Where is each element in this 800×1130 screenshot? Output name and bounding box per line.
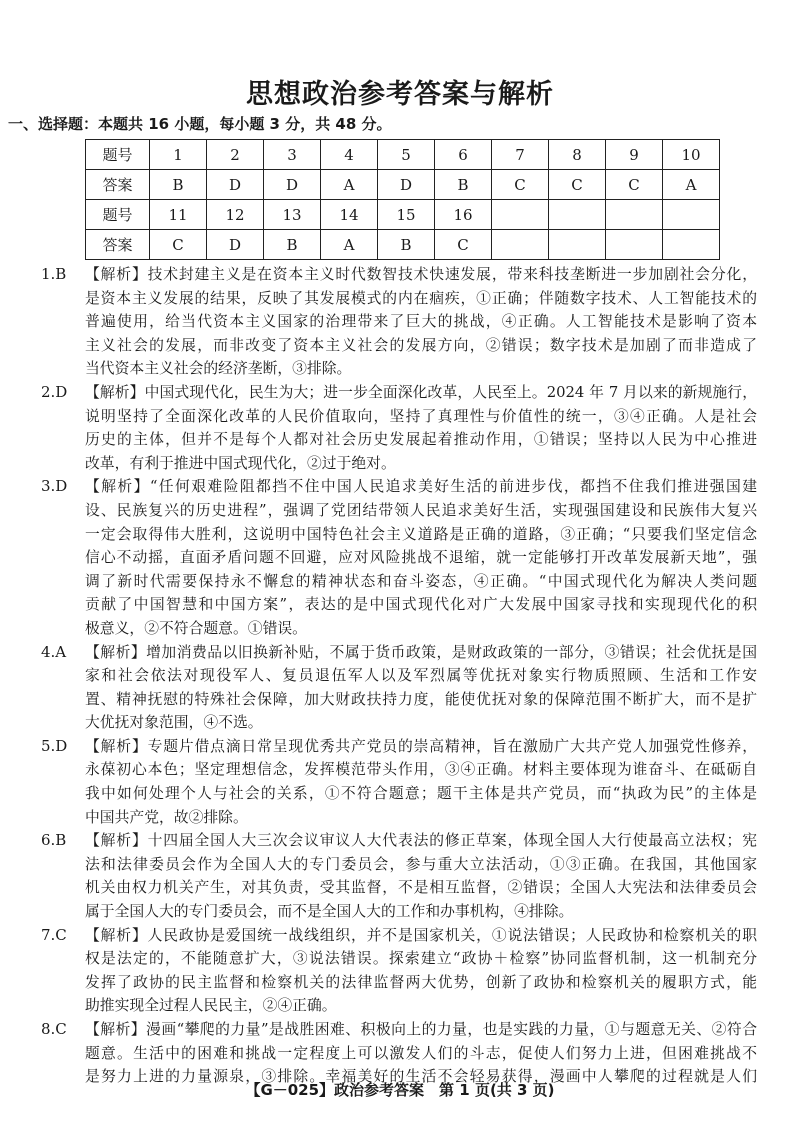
explanation-line: 置、精神抚慰的特殊社会保障，加大财政扶持力度，能使优抚对象的保障范围不断扩大，而不是扩 bbox=[85, 690, 757, 708]
explanation-line: 【解析】技术封建主义是在资本主义时代数智技术快速发展，带来科技垄断进一步加剧社会分化， bbox=[85, 266, 757, 283]
question-answer-label: 7.C bbox=[41, 925, 67, 944]
explanation-line: 一定会取得伟大胜利，这说明中国特色社会主义道路是正确的道路，③正确；“只要我们坚定信念 bbox=[85, 525, 757, 543]
question-answer-label: 8.C bbox=[41, 1020, 67, 1038]
table-cell bbox=[549, 230, 606, 260]
explanation-line: 法和法律委员会作为全国人大的专门委员会，参与重大立法活动，①③正确。在我国，其他国家 bbox=[85, 855, 757, 873]
explanation-line: 【解析】“任何艰难险阻都挡不住中国人民追求美好生活的前进步伐，都挡不住我们推进强国建 bbox=[85, 478, 757, 496]
table-cell bbox=[606, 200, 663, 230]
row-header-cell: 题号 bbox=[86, 200, 150, 230]
table-cell: 9 bbox=[606, 140, 663, 170]
section-header: 一、选择题：本题共 16 小题，每小题 3 分，共 48 分。 bbox=[8, 115, 392, 133]
explanation-item bbox=[0, 924, 757, 1018]
explanation-line: 历史的主体，但并不是每个人都对社会历史发展起着推动作用，①错误；坚持以人民为中心推进 bbox=[85, 431, 757, 449]
table-cell: 13 bbox=[264, 200, 321, 230]
table-cell: 1 bbox=[150, 140, 207, 170]
explanation-line: 【解析】漫画“攀爬的力量”是战胜困难、积极向上的力量，也是实践的力量，①与题意无关、②符合 bbox=[85, 1021, 757, 1038]
explanation-line: 【解析】专题片借点滴日常呈现优秀共产党员的崇高精神，旨在激励广大共产党人加强党性修养， bbox=[85, 737, 757, 755]
explanation-line: 当代资本主义社会的经济垄断，③排除。 bbox=[85, 360, 352, 378]
table-cell: 8 bbox=[549, 140, 606, 170]
explanation-line: 权是法定的，不能随意扩大，③说法错误。探索建立“政协＋检察”协同监督机制，这一机制充分 bbox=[85, 950, 757, 968]
question-answer-label: 4.A bbox=[41, 642, 67, 661]
question-number-row bbox=[86, 200, 720, 230]
table-cell: A bbox=[663, 170, 720, 200]
table-cell: B bbox=[378, 230, 435, 260]
explanation-line: 极意义，②不符合题意。①错误。 bbox=[85, 619, 307, 637]
explanation-line: 助推实现全过程人民民主，②④正确。 bbox=[85, 997, 337, 1015]
table-cell: B bbox=[435, 170, 492, 200]
table-cell: 4 bbox=[321, 140, 378, 170]
table-cell: A bbox=[321, 230, 378, 260]
explanation-line: 我中如何处理个人与社会的关系，①不符合题意；题干主体是共产党员，而“执政为民”的主体是 bbox=[85, 785, 757, 803]
table-cell bbox=[606, 230, 663, 260]
table-cell: D bbox=[378, 170, 435, 200]
table-cell: 10 bbox=[663, 140, 720, 170]
explanation-line: 【解析】中国式现代化，民生为大；进一步全面深化改革，人民至上。2024 年 7 月以来的新规施行， bbox=[85, 383, 757, 401]
table-cell: 14 bbox=[321, 200, 378, 230]
answer-row bbox=[86, 170, 720, 200]
table-cell: 12 bbox=[207, 200, 264, 230]
table-cell: 15 bbox=[378, 200, 435, 230]
table-cell: C bbox=[606, 170, 663, 200]
explanation-line: 调了新时代需要保持永不懈怠的精神状态和奋斗姿态，④正确。“中国式现代化为解决人类问题 bbox=[85, 572, 757, 590]
answer-row bbox=[86, 230, 720, 260]
table-cell: C bbox=[549, 170, 606, 200]
explanation-line: 中国共产党，故②排除。 bbox=[85, 808, 248, 826]
page-footer: 【G－025】政治参考答案 第 1 页(共 3 页) bbox=[245, 1081, 555, 1099]
explanation-line: 普遍使用，给当代资本主义国家的治理带来了巨大的挑战，④正确。人工智能技术是影响了资本 bbox=[85, 313, 757, 331]
question-answer-label: 1.B bbox=[41, 265, 67, 283]
explanation-line: 题意。生活中的困难和挑战一定程度上可以激发人们的斗志，促使人们努力上进，但困难挑战不 bbox=[85, 1044, 757, 1062]
explanation-line: 属于全国人大的专门委员会，而不是全国人大的工作和办事机构，④排除。 bbox=[85, 903, 574, 921]
page-title: 思想政治参考答案与解析 bbox=[246, 79, 554, 110]
table-cell: C bbox=[150, 230, 207, 260]
explanation-line: 信心不动摇，直面矛盾问题不回避，应对风险挑战不退缩，就一定能够打开改革发展新天地”，强 bbox=[85, 549, 757, 567]
table-cell: D bbox=[264, 170, 321, 200]
explanation-line: 发挥了政协的民主监督和检察机关的法律监督两大优势，创新了政协和检察机关的履职方式，能 bbox=[85, 973, 757, 991]
table-cell bbox=[663, 200, 720, 230]
explanation-line: 【解析】增加消费品以旧换新补贴，不属于货币政策，是财政政策的一部分，③错误；社会优抚是国 bbox=[85, 643, 757, 661]
row-header-cell: 答案 bbox=[86, 170, 150, 200]
table-cell: 6 bbox=[435, 140, 492, 170]
table-cell bbox=[492, 230, 549, 260]
explanation-item bbox=[0, 641, 757, 735]
explanation-line: 【解析】十四届全国人大三次会议审议人大代表法的修正草案，体现全国人大行使最高立法权；宪 bbox=[85, 832, 757, 850]
table-cell: 16 bbox=[435, 200, 492, 230]
table-cell: B bbox=[264, 230, 321, 260]
table-cell: D bbox=[207, 170, 264, 200]
row-header-cell: 题号 bbox=[86, 140, 150, 170]
explanation-line: 设、民族复兴的历史进程”，强调了党团结带领人民追求美好生活，实现强国建设和民族伟大复兴 bbox=[85, 501, 757, 519]
question-answer-label: 3.D bbox=[41, 477, 68, 496]
explanation-item bbox=[0, 381, 757, 475]
answer-table bbox=[85, 139, 720, 260]
explanation-line: 大优抚对象范围，④不选。 bbox=[85, 714, 263, 732]
table-cell: D bbox=[207, 230, 264, 260]
explanation-line: 贡献了中国智慧和中国方案”，表达的是中国式现代化对广大发展中国家寻找和实现现代化的积 bbox=[85, 596, 757, 614]
explanation-line: 机关由权力机关产生，对其负责，受其监督，不是相互监督，②错误；全国人大宪法和法律委员会 bbox=[85, 879, 757, 897]
explanation-item bbox=[0, 829, 757, 923]
explanation-line: 说明坚持了全面深化改革的人民价值取向，坚持了真理性与价值性的统一，③④正确。人是社会 bbox=[85, 407, 757, 425]
explanation-item bbox=[0, 475, 757, 640]
table-cell: C bbox=[492, 170, 549, 200]
explanations bbox=[0, 263, 800, 1089]
explanation-line: 永葆初心本色；坚定理想信念，发挥模范带头作用，③④正确。材料主要体现为谁奋斗、在砥砺自 bbox=[85, 761, 757, 779]
table-cell bbox=[549, 200, 606, 230]
table-cell: A bbox=[321, 170, 378, 200]
explanation-item bbox=[0, 263, 757, 381]
table-cell: B bbox=[150, 170, 207, 200]
explanation-item bbox=[0, 735, 757, 829]
explanation-line: 是努力上进的力量源泉，③排除。幸福美好的生活不会轻易获得，漫画中人攀爬的过程就是人们 bbox=[85, 1068, 757, 1086]
table-cell bbox=[663, 230, 720, 260]
question-answer-label: 2.D bbox=[41, 382, 68, 401]
question-answer-label: 6.B bbox=[41, 831, 67, 850]
table-cell: 3 bbox=[264, 140, 321, 170]
table-cell: 2 bbox=[207, 140, 264, 170]
question-number-row bbox=[86, 140, 720, 170]
row-header-cell: 答案 bbox=[86, 230, 150, 260]
explanation-line: 改革，有利于推进中国式现代化，②过于绝对。 bbox=[85, 454, 396, 472]
table-cell: 7 bbox=[492, 140, 549, 170]
explanation-line: 是资本主义发展的结果，反映了其发展模式的内在痼疾，①正确；伴随数字技术、人工智能技术的 bbox=[85, 289, 757, 307]
explanation-line: 主义社会的发展，而非改变了资本主义社会的发展方向，②错误；数字技术是加剧了而非造成了 bbox=[85, 336, 757, 354]
question-answer-label: 5.D bbox=[41, 736, 68, 755]
table-cell: 5 bbox=[378, 140, 435, 170]
table-cell: C bbox=[435, 230, 492, 260]
explanation-line: 家和社会依法对现役军人、复员退伍军人以及军烈属等优抚对象实行物质照顾、生活和工作安 bbox=[85, 667, 757, 685]
table-cell bbox=[492, 200, 549, 230]
explanation-line: 【解析】人民政协是爱国统一战线组织，并不是国家机关，①说法错误；人民政协和检察机关的职 bbox=[85, 926, 757, 944]
table-cell: 11 bbox=[150, 200, 207, 230]
